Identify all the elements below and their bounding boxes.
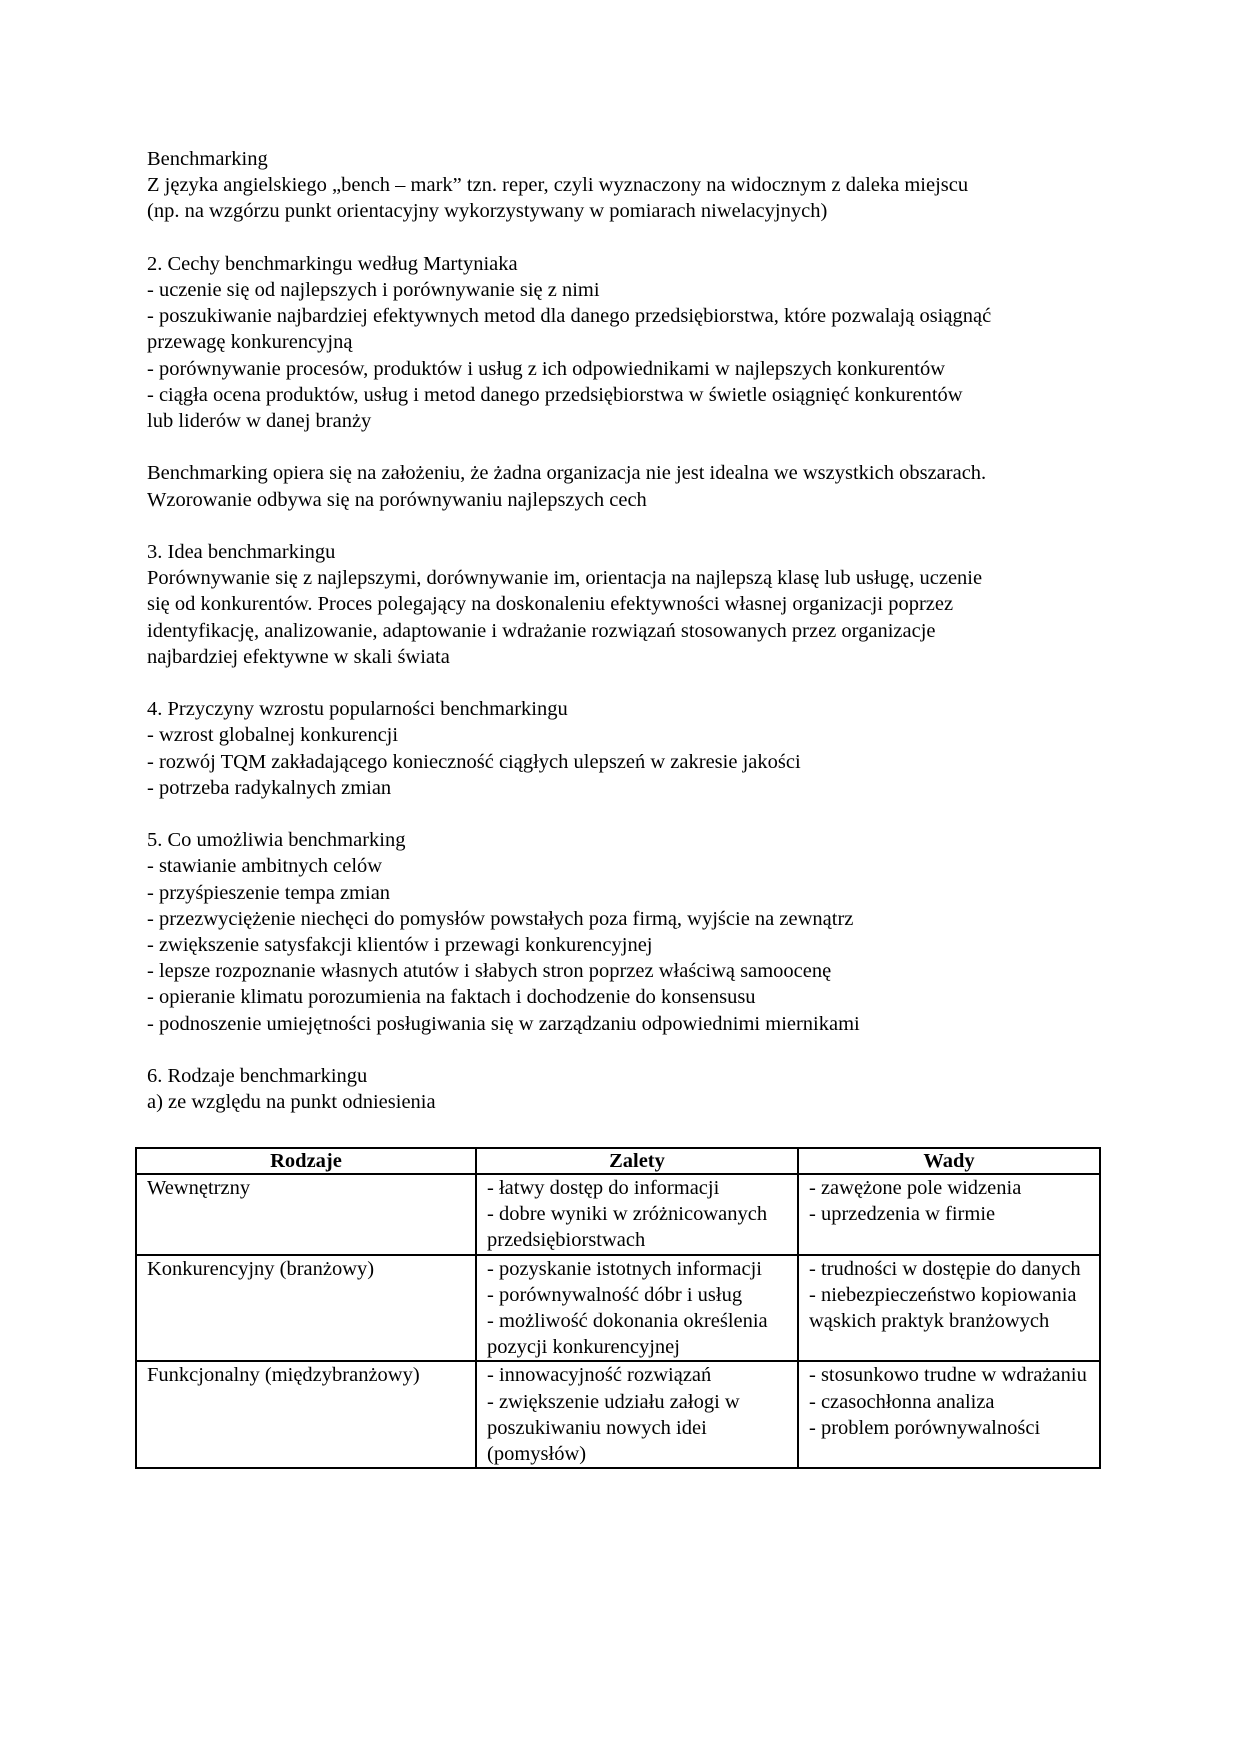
- list-item: - dobre wyniki w zróżnicowanych przedsiębiorstwach: [487, 1203, 768, 1252]
- text-line: - podnoszenie umiejętności posługiwania się w zarządzaniu odpowiednimi miernikami: [147, 1012, 860, 1035]
- advantages-cell: [476, 1361, 798, 1468]
- text-line: - opieranie klimatu porozumienia na faktach i dochodzenie do konsensusu: [147, 986, 756, 1009]
- text-line: - lepsze rozpoznanie własnych atutów i słabych stron poprzez właściwą samoocenę: [147, 960, 832, 983]
- table-row: [136, 1174, 1100, 1255]
- list-item: - porównywalność dóbr i usług: [487, 1283, 743, 1306]
- text-line: identyfikację, analizowanie, adaptowanie i wdrażanie rozwiązań stosowanych przez organizacje: [147, 619, 936, 642]
- paragraph-gap: [147, 513, 1107, 539]
- table-row: [136, 1255, 1100, 1362]
- list-item: - zawężone pole widzenia: [809, 1177, 1022, 1199]
- text-line: - potrzeba radykalnych zmian: [147, 776, 392, 799]
- table-row: [136, 1361, 1100, 1468]
- text-line: - ciągła ocena produktów, usług i metod danego przedsiębiorstwa w świetle osiągnięć konkurentów: [147, 383, 963, 406]
- list-item: - uprzedzenia w firmie: [809, 1203, 996, 1226]
- type-cell: Wewnętrzny: [136, 1174, 476, 1255]
- advantages-cell: [476, 1174, 798, 1255]
- text-line: przewagę konkurencyjną: [147, 331, 353, 354]
- paragraph-heading-line: 5. Co umożliwia benchmarking: [147, 829, 406, 852]
- paragraph: [147, 827, 1107, 1037]
- type-cell: Funkcjonalny (międzybranżowy): [136, 1361, 476, 1468]
- list-item: - innowacyjność rozwiązań: [487, 1364, 712, 1387]
- paragraph: [147, 251, 1107, 434]
- document-body: [147, 146, 1107, 1115]
- text-line: - rozwój TQM zakładającego konieczność ciągłych ulepszeń w zakresie jakości: [147, 750, 801, 773]
- header-wady: Wady: [798, 1148, 1100, 1174]
- text-line: - przezwyciężenie niechęci do pomysłów powstałych poza firmą, wyjście na zewnątrz: [147, 907, 854, 930]
- text-line: - uczenie się od najlepszych i porównywanie się z nimi: [147, 279, 600, 301]
- paragraph-gap: [147, 670, 1107, 696]
- table-header-row: [136, 1148, 1100, 1174]
- list-item: - czasochłonna analiza: [809, 1390, 995, 1413]
- paragraph-gap: [147, 225, 1107, 251]
- text-line: Wzorowanie odbywa się na porównywaniu najlepszych cech: [147, 488, 647, 511]
- text-line: najbardziej efektywne w skali świata: [147, 645, 450, 668]
- text-line: lub liderów w danej branży: [147, 410, 372, 433]
- paragraph-gap: [147, 1037, 1107, 1063]
- list-item: - zwiększenie udziału załogi w poszukiwaniu nowych idei (pomysłów): [487, 1390, 740, 1466]
- disadvantages-cell: [798, 1361, 1100, 1468]
- text-line: (np. na wzgórzu punkt orientacyjny wykorzystywany w pomiarach niwelacyjnych): [147, 200, 828, 223]
- list-item: - stosunkowo trudne w wdrażaniu: [809, 1364, 1087, 1387]
- paragraph-heading-line: 3. Idea benchmarkingu: [147, 541, 336, 563]
- list-item: - możliwość dokonania określenia pozycji konkurencyjnej: [487, 1310, 768, 1359]
- text-line: się od konkurentów. Proces polegający na doskonaleniu efektywności własnej organizacji poprzez: [147, 593, 954, 616]
- paragraph-heading-line: 6. Rodzaje benchmarkingu: [147, 1065, 368, 1088]
- text-line: Z języka angielskiego „bench – mark” tzn. reper, czyli wyznaczony na widocznym z daleka miejscu: [147, 174, 969, 197]
- text-line: - stawianie ambitnych celów: [147, 855, 383, 878]
- text-line: - zwiększenie satysfakcji klientów i przewagi konkurencyjnej: [147, 934, 653, 957]
- paragraph-gap: [147, 434, 1107, 460]
- text-line: Porównywanie się z najlepszymi, dorównywanie im, orientacja na najlepszą klasę lub usługę, uczenie: [147, 567, 983, 590]
- disadvantages-cell: [798, 1174, 1100, 1255]
- text-line: a) ze względu na punkt odniesienia: [147, 1091, 436, 1114]
- list-item: - niebezpieczeństwo kopiowania wąskich praktyk branżowych: [809, 1283, 1077, 1333]
- list-item: - trudności w dostępie do danych: [809, 1257, 1081, 1280]
- text-line: - poszukiwanie najbardziej efektywnych metod dla danego przedsiębiorstwa, które pozwalają osiągnąć: [147, 305, 992, 328]
- list-item: - łatwy dostęp do informacji: [487, 1177, 720, 1199]
- list-item: - pozyskanie istotnych informacji: [487, 1257, 762, 1280]
- header-rodzaje: Rodzaje: [136, 1148, 476, 1174]
- text-line: - wzrost globalnej konkurencji: [147, 724, 399, 747]
- disadvantages-cell: [798, 1255, 1100, 1362]
- paragraph-heading-line: Benchmarking: [147, 148, 268, 170]
- paragraph-heading-line: 2. Cechy benchmarkingu według Martyniaka: [147, 252, 518, 275]
- paragraph: [147, 146, 1107, 225]
- advantages-cell: [476, 1255, 798, 1362]
- paragraph: [147, 696, 1107, 801]
- paragraph: [147, 539, 1107, 670]
- text-line: - przyśpieszenie tempa zmian: [147, 881, 391, 904]
- header-zalety: Zalety: [476, 1148, 798, 1174]
- paragraph-heading-line: 4. Przyczyny wzrostu popularności benchmarkingu: [147, 698, 568, 721]
- type-cell: Konkurencyjny (branżowy): [136, 1255, 476, 1362]
- paragraph: [147, 1063, 1107, 1115]
- list-item: - problem porównywalności: [809, 1416, 1041, 1439]
- benchmarking-types-table: [135, 1147, 1101, 1469]
- paragraph-gap: [147, 801, 1107, 827]
- paragraph: [147, 460, 1107, 512]
- paragraph-heading-line: Benchmarking opiera się na założeniu, że żadna organizacja nie jest idealna we wszystkich obszarach.: [147, 462, 987, 485]
- text-line: - porównywanie procesów, produktów i usług z ich odpowiednikami w najlepszych konkurentów: [147, 357, 945, 380]
